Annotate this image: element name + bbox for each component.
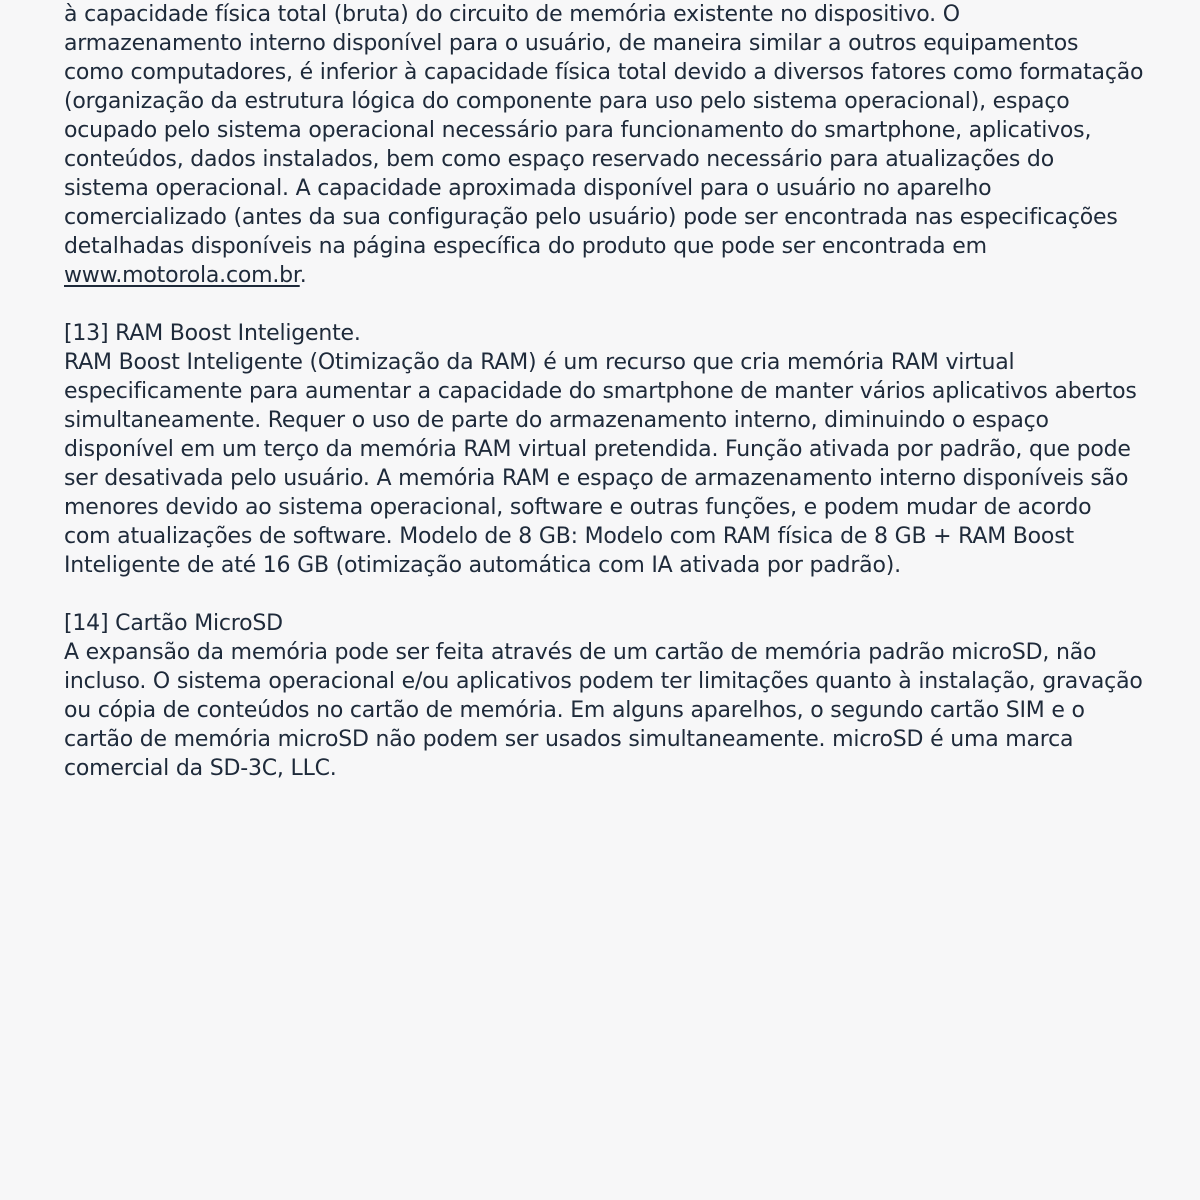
ram-boost-heading: [13] RAM Boost Inteligente. — [64, 321, 361, 346]
motorola-site-link[interactable]: www.motorola.com.br — [64, 263, 300, 288]
microsd-heading: [14] Cartão MicroSD — [64, 611, 283, 636]
spacer — [64, 290, 1144, 319]
storage-footnote-period: . — [299, 263, 307, 288]
microsd-body: A expansão da memória pode ser feita através de um cartão de memória padrão microSD, não incluso. O sistema operacional e/ou aplicativos podem ter limitações quanto à instalação, gravação ou cópia de conteúdos no cartão de memória. Em alguns aparelhos, o segundo cartão SIM e o cartão de memória microSD não podem ser usados simultaneamente. microSD é uma marca comercial da SD-3C, LLC. — [64, 640, 1143, 781]
storage-footnote-text: à capacidade física total (bruta) do circuito de memória existente no dispositivo. O armazenamento interno disponível para o usuário, de maneira similar a outros equipamentos como computadores, é inferior à capacidade física total devido a diversos fatores como formatação (organização da estrutura lógica do componente para uso pelo sistema operacional), espaço ocupado pelo sistema operacional necessário para funcionamento do smartphone, aplicativos, conteúdos, dados instalados, bem como espaço reservado necessário para atualizações do sistema operacional. A capacidade aproximada disponível para o usuário no aparelho comercializado (antes da sua configuração pelo usuário) pode ser encontrada nas especificações detalhadas disponíveis na página específica do produto que pode ser encontrada em — [64, 2, 1144, 259]
footnotes-section — [64, 0, 1144, 783]
spacer — [64, 580, 1144, 609]
storage-footnote — [64, 0, 1144, 290]
ram-boost-body: RAM Boost Inteligente (Otimização da RAM) é um recurso que cria memória RAM virtual especificamente para aumentar a capacidade do smartphone de manter vários aplicativos abertos simultaneamente. Requer o uso de parte do armazenamento interno, diminuindo o espaço disponível em um terço da memória RAM virtual pretendida. Função ativada por padrão, que pode ser desativada pelo usuário. A memória RAM e espaço de armazenamento interno disponíveis são menores devido ao sistema operacional, software e outras funções, e podem mudar de acordo com atualizações de software. Modelo de 8 GB: Modelo com RAM física de 8 GB + RAM Boost Inteligente de até 16 GB (otimização automática com IA ativada por padrão). — [64, 350, 1137, 578]
